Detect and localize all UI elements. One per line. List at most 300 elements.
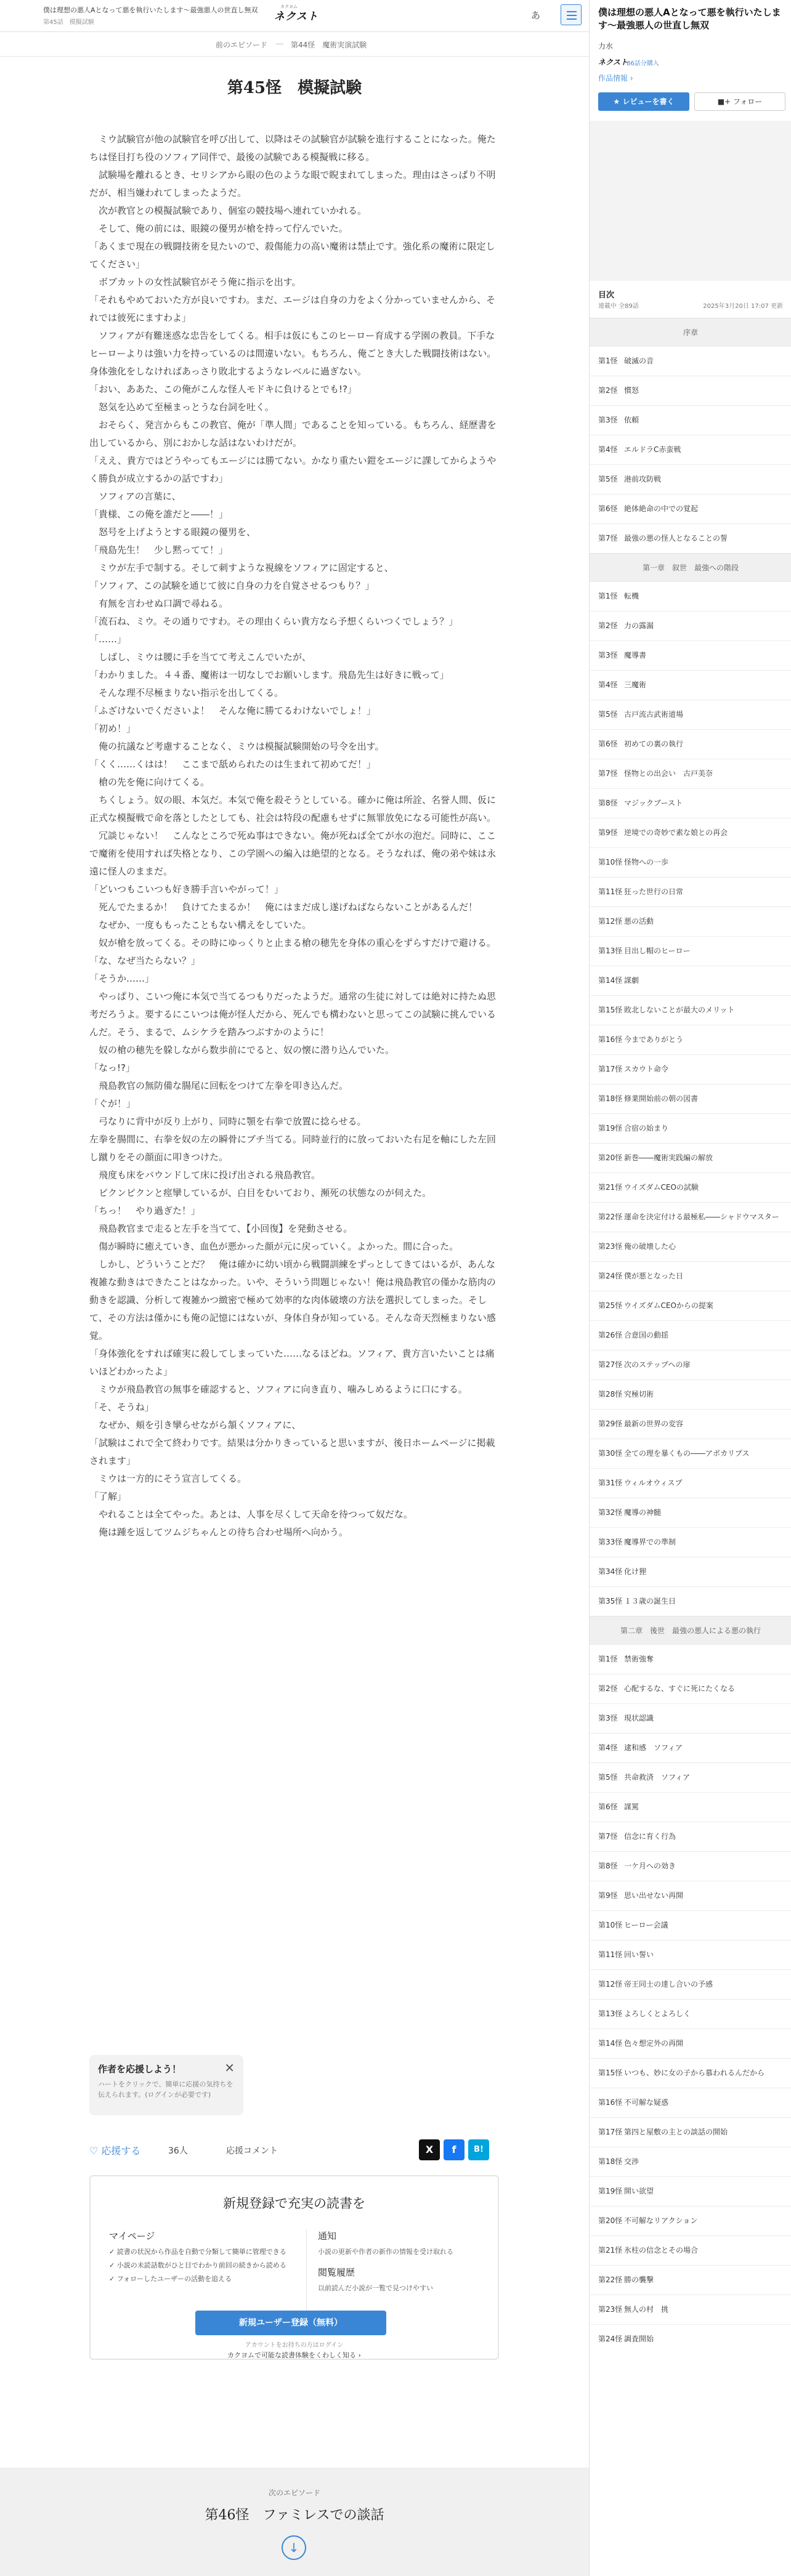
toc-episode-item[interactable]	[590, 1468, 791, 1498]
toc-episode-number: 第5怪	[598, 475, 618, 483]
current-episode-link[interactable]: 第44怪 魔術実演試験	[291, 41, 367, 49]
toc-episode-number: 第10怪	[598, 858, 623, 866]
menu-icon[interactable]	[561, 4, 582, 25]
toc-episode-number: 第1怪	[598, 1655, 618, 1663]
toc-episode-item[interactable]	[590, 1733, 791, 1762]
toc-episode-title: 怪物との出会い 古戸美奈	[624, 769, 713, 778]
body-paragraph: 弓なりに背中が反り上がり、同時に顎を右拳で放置に捻らせる。	[89, 1116, 367, 1127]
toc-episode-number: 第32怪	[598, 1508, 623, 1517]
toc-episode-title: 悪の活動	[624, 917, 654, 926]
x-share-icon[interactable]: X	[419, 2139, 440, 2160]
body-paragraph: ソフィアの言葉に、	[89, 491, 181, 502]
toc-episode-number: 第8怪	[598, 799, 618, 807]
toc-episode-item[interactable]	[590, 1999, 791, 2029]
toc-episode-title: 初めての裏の執行	[624, 740, 684, 748]
toc-episode-number: 第13怪	[598, 947, 623, 955]
toc-episode-number: 第29怪	[598, 1419, 623, 1428]
toc-updated: 2025年3月20日 17:07 更新	[703, 303, 783, 310]
episode-title: 第45怪 模擬試験	[227, 79, 362, 97]
toc-episode-title: 合意国の動揺	[624, 1331, 669, 1339]
toc-episode-number: 第24怪	[598, 2335, 623, 2343]
toc-episode-number: 第7怪	[598, 534, 618, 543]
body-paragraph: 飛島教官まで走ると左手を当てて、【小回復】を発動させる。	[89, 1223, 353, 1234]
toc-episode-title: 信念に育く行為	[624, 1832, 676, 1841]
toc-episode-title: 僕が悪となった日	[624, 1272, 684, 1280]
toc-episode-item[interactable]	[590, 2176, 791, 2206]
toc-episode-number: 第3怪	[598, 416, 618, 424]
toc-episode-item[interactable]	[590, 670, 791, 700]
toc-episode-item[interactable]	[590, 1498, 791, 1527]
next-episode-label: 次のエピソード	[268, 2489, 320, 2497]
signup-title: 新規登録で充実の読書を	[223, 2196, 365, 2211]
body-paragraph: ミウは一方的にそう宣言してくる。	[89, 1473, 247, 1484]
body-paragraph: 「ふざけないでくださいよ！ そんな俺に勝てるわけないでしょ！」	[89, 705, 376, 716]
toc-episode-item[interactable]	[590, 2117, 791, 2147]
toc-episode-number: 第6怪	[598, 740, 618, 748]
toc-episode-item[interactable]	[590, 1379, 791, 1409]
toc-episode-title: いつも、妙に女の子から慕われるんだから	[624, 2069, 765, 2077]
toc-episode-number: 第35怪	[598, 1597, 623, 1605]
body-paragraph: 怒気を込めて至極まっとうな台詞を吐く。	[89, 402, 274, 413]
next-episode-title[interactable]: 第46怪 ファミレスでの談話	[205, 2508, 384, 2523]
toc-episode-number: 第23怪	[598, 2305, 623, 2314]
cheer-button[interactable]: ♡ 応援する	[89, 2145, 141, 2157]
toc-episode-number: 第15怪	[598, 1006, 623, 1014]
toc-episode-number: 第5怪	[598, 710, 618, 719]
toc-episode-number: 第6怪	[598, 504, 618, 513]
toc-episode-item[interactable]	[590, 1762, 791, 1792]
body-paragraph: そんな理不尽極まりない指示を出してくる。	[89, 687, 284, 698]
body-paragraph: 左拳を腸間に、右拳を奴の左の瞬骨にブチ当てる。同時並行的に放っておいた右足を軸にした左回し蹴りをその顔面に叩きつけた。	[89, 1134, 497, 1163]
body-paragraph: 「な、なぜ当たらない？」	[89, 955, 201, 966]
toc-episode-title: 共命救済 ソフィア	[624, 1773, 691, 1782]
toc-episode-number: 第2怪	[598, 1684, 618, 1693]
toc-episode-title: 修業開始前の朝の図書	[624, 1094, 699, 1103]
toc-episode-item[interactable]	[590, 1113, 791, 1143]
toc-episode-number: 第7怪	[598, 1832, 618, 1841]
toc-episode-number: 第4怪	[598, 680, 618, 689]
toc-episode-title: 俺の破壊した心	[624, 1242, 676, 1251]
toc-episode-number: 第1怪	[598, 357, 618, 365]
toc-episode-title: 依頼	[624, 416, 639, 424]
body-paragraph: 試験場を離れるとき、セリシアから眼の色のような眼で睨まれてしまった。理由はさっぱり不明だが、相当嫌われてしまったようだ。	[89, 169, 496, 198]
toc-episode-title: 新巻――魔術実践編の解放	[624, 1153, 713, 1162]
toc-episode-item[interactable]	[590, 1586, 791, 1616]
toc-episode-title: 氷柱の信念とその場合	[624, 2246, 699, 2255]
support-card	[89, 2055, 243, 2115]
toc-episode-number: 第21怪	[598, 1183, 623, 1192]
body-paragraph: 冗談じゃない！ こんなところで死ぬ事はできない。俺が死ねば全てが水の泡だ。同時に、ここで魔術を使用すれば失格となり、この学園への編入は絶望的となる。そうなれば、俺の弟や妹は永遠に怪人のままだ。	[89, 830, 497, 877]
toc-episode-item[interactable]	[590, 1439, 791, 1468]
toc-episode-number: 第4怪	[598, 1743, 618, 1752]
body-paragraph: 「くく……くはは！ ここまで舐められたのは生まれて初めてだ！」	[89, 759, 376, 770]
body-paragraph: おそらく、発言からもこの教官、俺が「準人間」であることを知っている。もちろん、経歴書を出しているから、別におかしな話はないわけだが。	[89, 419, 497, 448]
toc-episode-number: 第22怪	[598, 1213, 623, 1221]
prev-episode-link[interactable]: 前のエピソード	[216, 41, 268, 49]
toc-episode-number: 第30怪	[598, 1449, 623, 1458]
toc-episode-number: 第19怪	[598, 1124, 623, 1133]
body-paragraph: 「わかりました。４４番、魔術は一切なしでお願いします。飛島先生は好きに戦って」	[89, 669, 449, 680]
toc-episode-item[interactable]	[590, 700, 791, 729]
toc-episode-title: 狂った世行の日常	[624, 887, 684, 896]
toc-episode-number: 第8怪	[598, 1862, 618, 1870]
mypage-item: ✓ 小説の未読話数がひと目でわかり前回の続きから読める	[109, 2261, 286, 2269]
toc-episode-title: １３歳の誕生日	[624, 1597, 676, 1605]
toc-episode-title: 慣怒	[624, 386, 639, 395]
toc-episode-title: 逆境での奇妙で素な娘との再会	[624, 828, 728, 837]
toc-episode-number: 第11怪	[598, 887, 623, 896]
toc-episode-item[interactable]	[590, 2029, 791, 2058]
toc-episode-number: 第14怪	[598, 976, 623, 985]
toc-episode-item[interactable]	[590, 1674, 791, 1703]
toc-episode-item[interactable]	[590, 2147, 791, 2176]
toc-episode-title: 思い出せない再開	[624, 1891, 684, 1900]
close-icon[interactable]: ×	[224, 2060, 235, 2075]
toc-episode-number: 第3怪	[598, 651, 618, 660]
body-paragraph: 有無を言わせぬ口調で尋ねる。	[89, 598, 229, 609]
toc-episode-item[interactable]	[590, 1025, 791, 1054]
review-button[interactable]: ★ レビューを書く	[598, 92, 689, 111]
toc-episode-number: 第13怪	[598, 2009, 623, 2018]
body-paragraph: 「初め！」	[89, 723, 136, 734]
body-paragraph: 「ぐが！」	[89, 1098, 136, 1109]
nav-separator: ―	[276, 39, 283, 48]
toc-episode-title: ウイズダムCEOの試験	[624, 1183, 699, 1192]
body-paragraph: なぜか、一度ももったこともない構えをしていた。	[89, 919, 312, 931]
top-header	[0, 0, 589, 32]
toc-episode-item[interactable]	[590, 966, 791, 995]
toc-episode-number: 第19怪	[598, 2187, 623, 2195]
toc-episode-item[interactable]	[590, 2088, 791, 2117]
toc-episode-item[interactable]	[590, 494, 791, 523]
toc-episode-item[interactable]	[590, 2324, 791, 2354]
toc-episode-item[interactable]	[590, 1143, 791, 1173]
toc-episode-item[interactable]	[590, 2235, 791, 2265]
body-paragraph: 俺の抗議など考慮することなく、ミウは模擬試験開始の号令を出す。	[89, 741, 384, 752]
reaction-bar	[89, 2138, 499, 2163]
toc-episode-number: 第15怪	[598, 2069, 623, 2077]
toc-heading: 目次	[598, 291, 615, 300]
toc-episode-title: 無人の村 挑	[624, 2305, 669, 2314]
toc-episode-title: 今までありがとう	[624, 1035, 684, 1044]
toc-episode-item[interactable]	[590, 611, 791, 640]
toc-episode-item[interactable]	[590, 1792, 791, 1822]
toc-episode-item[interactable]	[590, 1851, 791, 1881]
toc-episode-number: 第6怪	[598, 1803, 618, 1811]
body-paragraph: 「……」	[89, 634, 127, 645]
toc-episode-item[interactable]	[590, 1350, 791, 1379]
toc-episode-title: 禁術強奪	[624, 1655, 654, 1663]
comment-button[interactable]: 応援コメント	[226, 2146, 278, 2156]
toc-episode-item[interactable]	[590, 435, 791, 464]
body-paragraph: 「どいつもこいつも好き勝手言いやがって！」	[89, 884, 284, 895]
toc-episode-number: 第12怪	[598, 1980, 623, 1989]
body-paragraph: ミウ試験官が他の試験官を呼び出して、以降はその試験官が試験を進行することになった。俺たちは怪目打ち役のソフィア同伴で、最後の試験である模擬戦に移る。	[89, 134, 496, 163]
body-paragraph: 「ちっ！ やり過ぎた！」	[89, 1205, 201, 1216]
toc-episode-item[interactable]	[590, 2206, 791, 2235]
toc-episode-number: 第24怪	[598, 1272, 623, 1280]
toc-status: 連載中 全89話	[598, 303, 639, 310]
toc-episode-item[interactable]	[590, 1291, 791, 1320]
body-paragraph: ミウが左手で制する。そして刺すような視線をソフィアに固定すると、	[89, 562, 394, 573]
toc-episode-number: 第22怪	[598, 2275, 623, 2284]
toc-episode-item[interactable]	[590, 847, 791, 877]
body-paragraph: 奴の槍の穂先を躱しながら数歩前にでると、奴の懐に潜り込んでいた。	[89, 1044, 395, 1056]
toc-episode-number: 第20怪	[598, 2216, 623, 2225]
toc-episode-title: 力の露漏	[624, 621, 654, 630]
facebook-share-icon[interactable]: f	[444, 2139, 464, 2160]
toc-episode-item[interactable]	[590, 640, 791, 670]
toc-episode-number: 第14怪	[598, 2039, 623, 2048]
toc-episode-title: よろしくとよろしく	[624, 2009, 691, 2018]
body-paragraph: ミウが飛島教官の無事を確認すると、ソフィアに向き直り、噛みしめるように口にする。	[89, 1384, 468, 1395]
toc-episode-number: 第9怪	[598, 828, 618, 837]
toc-episode-title: 謀劇	[624, 976, 639, 985]
hatena-share-icon[interactable]: B!	[468, 2139, 489, 2160]
body-paragraph: 「了解」	[89, 1491, 127, 1502]
toc-episode-item[interactable]	[590, 995, 791, 1025]
toc-episode-item[interactable]	[590, 1940, 791, 1969]
next-episode-area	[0, 2468, 589, 2576]
body-paragraph: 飛島教官の無防備な腸尾に回転をつけて左拳を叩き込んだ。	[89, 1080, 349, 1091]
toc-episode-item[interactable]	[590, 346, 791, 376]
sidebar-logo: ネクスト	[598, 58, 628, 67]
toc-episode-title: ウィルオウィスプ	[624, 1479, 683, 1487]
toc-meta	[598, 301, 783, 310]
toc-episode-title: 魔導界での準制	[624, 1538, 676, 1546]
sidebar	[589, 0, 791, 2576]
toc-episode-title: 回い誓い	[624, 1950, 654, 1959]
toc-episode-number: 第18怪	[598, 2157, 623, 2166]
toc-episode-item[interactable]	[590, 1054, 791, 1084]
mypage-heading: マイページ	[109, 2231, 155, 2242]
toc-episode-title: 古戸流古武術道場	[624, 710, 684, 719]
arrow-down-icon[interactable]: ↓	[282, 2535, 306, 2560]
toc-episode-number: 第34怪	[598, 1567, 623, 1576]
toc-episode-item[interactable]	[590, 877, 791, 906]
body-paragraph: 「身体強化をすれば確実に殺してしまっていた……なるほどね。ソフィア、貴方言いたいことは痛いほどわかったよ」	[89, 1348, 495, 1377]
body-paragraph: 死んでたまるか！ 負けてたまるか！ 俺にはまだ成し遂げねばならないことがあるんだ！	[89, 902, 478, 913]
toc-episode-title: 色々想定外の再開	[624, 2039, 684, 2048]
body-paragraph: ボブカットの女性試験官がそう俺に指示を出す。	[89, 277, 301, 288]
body-paragraph: やれることは全てやった。あとは、人事を尽くして天命を待つって奴だな。	[89, 1509, 413, 1520]
toc-episode-item[interactable]	[590, 1557, 791, 1586]
toc-episode-number: 第27怪	[598, 1360, 623, 1369]
toc-episode-title: エルドラC赤蛮戦	[624, 445, 681, 454]
toc-episode-item[interactable]	[590, 523, 791, 553]
table-of-contents	[590, 318, 791, 2354]
body-paragraph: 「ええ、貴方ではどうやってもエージには勝てない。かなり重たい鎧をエージに課してからようやく勝負が成立するかの話ですわ」	[89, 455, 497, 484]
body-paragraph: 傷が瞬時に癒えていき、血色が悪かった顔が元に戻っていく。よかった。間に合った。	[89, 1241, 459, 1252]
toc-episode-title: 敗北しないことが最大のメリット	[624, 1006, 735, 1014]
toc-episode-item[interactable]	[590, 376, 791, 405]
font-size-button[interactable]: あ	[531, 10, 541, 21]
toc-episode-item[interactable]	[590, 464, 791, 494]
header-title-block[interactable]	[43, 5, 265, 26]
toc-episode-title: 現状認識	[624, 1714, 654, 1722]
learn-more-link[interactable]: カクヨムで可能な読書体験をくわしく知る ›	[227, 2351, 361, 2359]
toc-episode-title: スカウト命令	[624, 1065, 669, 1073]
toc-episode-title: 魔導の神髄	[624, 1508, 662, 1517]
toc-episode-number: 第18怪	[598, 1094, 623, 1103]
site-logo[interactable]: ネクスト	[274, 10, 318, 23]
toc-episode-title: 勝の襲撃	[624, 2275, 654, 2284]
toc-episode-item[interactable]	[590, 1202, 791, 1232]
toc-episode-title: ヒーロー会議	[624, 1921, 668, 1929]
toc-episode-number: 第11怪	[598, 1950, 623, 1959]
toc-episode-number: 第2怪	[598, 386, 618, 395]
body-paragraph: 「それもやめておいた方が良いですわ。まだ、エージは自身の力をよく分かっていませんから、それでは彼死にますわよ」	[89, 294, 496, 323]
toc-episode-item[interactable]	[590, 936, 791, 966]
toc-episode-number: 第33怪	[598, 1538, 623, 1546]
toc-episode-title: 開い欲望	[624, 2187, 654, 2195]
toc-episode-title: 究極切術	[624, 1390, 654, 1399]
toc-episode-title: 不可解な疑惑	[624, 2098, 669, 2107]
mypage-column	[109, 2229, 300, 2288]
toc-episode-item[interactable]	[590, 405, 791, 435]
toc-episode-title: 一ケ月への効き	[624, 1862, 676, 1870]
toc-episode-title: 全ての理を暴くもの――アポカリプス	[624, 1449, 750, 1458]
body-paragraph: 「ソフィア、この試験を通じて彼に自身の力を自覚させるつもり？」	[89, 580, 375, 591]
work-info-link[interactable]: 作品情報 ›	[598, 74, 633, 83]
toc-episode-item[interactable]	[590, 1527, 791, 1557]
toc-episode-item[interactable]	[590, 1232, 791, 1261]
toc-episode-title: 逮和感 ソフィア	[624, 1743, 683, 1752]
author-name[interactable]: 力水	[598, 42, 614, 50]
toc-episode-title: 最新の世界の変容	[624, 1419, 684, 1428]
toc-episode-item[interactable]	[590, 1644, 791, 1674]
toc-episode-title: 不可解なリアクション	[624, 2216, 698, 2225]
toc-episode-item[interactable]	[590, 1320, 791, 1350]
toc-episode-number: 第7怪	[598, 769, 618, 778]
toc-episode-title: 第四と屋敷の主との談話の開始	[624, 2128, 728, 2136]
toc-chapter-heading: 序章	[590, 318, 791, 346]
toc-episode-number: 第12怪	[598, 917, 623, 926]
toc-episode-item[interactable]	[590, 1409, 791, 1439]
body-paragraph: そして、俺の前には、眼鏡の優男が槍を持って佇んでいた。	[89, 223, 348, 234]
toc-episode-title: 次のステップへの扉	[624, 1360, 691, 1369]
sidebar-story-title[interactable]: 僕は理想の悪人Aとなって悪を執行いたします〜最強悪人の世直し無双	[598, 7, 781, 31]
signup-panel	[89, 2175, 499, 2360]
body-paragraph: やっぱり、こいつ俺に本気で当てるつもりだったようだ。通常の生徒に対しては絶対に持たぬ思考だろうよ。要するにこいつは俺が怪人だから、死んでも構わないと思ってこの試験に挑んでいるんだ。そう、まるで、ムシケラを踏みつぶすかのように！	[89, 991, 497, 1038]
toc-episode-title: 合宿の始まり	[624, 1124, 669, 1133]
toc-episode-item[interactable]	[590, 906, 791, 936]
toc-episode-number: 第31怪	[598, 1479, 623, 1487]
body-paragraph: しかし、どういうことだ？ 俺は確かに幼い頃から戦闘訓練をずっとしてきてはいるが、あんな複雑な動きはできたことはなかった。いや、そういう問題じゃない！俺は飛島教官の僅かな筋肉の動きを認識、分析して複雑かつ緻密で極めて効率的な肉体破壊の方法を選択してしまった。そして、その方法は僅かにも俺の記憶にはないが、身体自身が知っている。そんな奇天烈極まりない感覚。	[89, 1259, 496, 1341]
body-paragraph: 「貴様、この俺を誰だと――！」	[89, 509, 229, 520]
follow-button[interactable]: ■+ フォロー	[694, 92, 785, 111]
body-paragraph: ピクンピクンと痙攣しているが、白目をむいており、瀕死の状態なのが伺えた。	[89, 1187, 432, 1198]
toc-episode-number: 第17怪	[598, 2128, 623, 2136]
register-button[interactable]: 新規ユーザー登録（無料）	[195, 2311, 386, 2335]
toc-episode-item[interactable]	[590, 759, 791, 788]
body-paragraph: 「試験はこれで全て終わりです。結果は分かりきっていると思いますが、後日ホームページに掲載されます」	[89, 1437, 495, 1466]
body-paragraph: 「あくまで現在の戦闘技術を見たいので、殺傷能力の高い魔術は禁止です。強化系の魔術に限定してください」	[89, 241, 495, 270]
toc-episode-title: 交渉	[624, 2157, 639, 2166]
toc-episode-number: 第3怪	[598, 1714, 618, 1722]
toc-episode-title: ウイズダムCEOからの提案	[624, 1301, 713, 1310]
toc-episode-number: 第16怪	[598, 2098, 623, 2107]
body-paragraph: 「そ、そうね」	[89, 1402, 154, 1413]
body-paragraph: 「なっ!?」	[89, 1062, 135, 1073]
toc-episode-title: 運命を決定付ける最極私――シャドウマスター	[624, 1213, 779, 1221]
toc-episode-title: マジックブースト	[624, 799, 683, 807]
story-title[interactable]: 僕は理想の悪人Aとなって悪を執行いたします〜最強悪人の世直し無双	[43, 6, 258, 14]
toc-episode-item[interactable]	[590, 581, 791, 611]
main-content	[0, 57, 589, 2468]
toc-episode-number: 第23怪	[598, 1242, 623, 1251]
notify-heading: 通知	[318, 2231, 337, 2242]
notify-description: 小説の更新や作者の新作の情報を受け取れる	[318, 2248, 453, 2256]
sidebar-spacer	[590, 121, 791, 281]
toc-episode-number: 第25怪	[598, 1301, 623, 1310]
toc-episode-item[interactable]	[590, 729, 791, 759]
toc-episode-item[interactable]	[590, 2295, 791, 2324]
toc-episode-number: 第9怪	[598, 1891, 618, 1900]
mypage-item: ✓ フォローしたユーザーの活動を追える	[109, 2275, 232, 2283]
toc-episode-item[interactable]	[590, 788, 791, 818]
toc-episode-number: 第20怪	[598, 1153, 623, 1162]
body-paragraph: 「おい、ああた、この俺がこんな怪人モドキに負けるとでも!?」	[89, 384, 357, 395]
toc-episode-item[interactable]	[590, 1261, 791, 1291]
body-paragraph: 怒号を上げようとする眼鏡の優男を、	[89, 527, 256, 538]
toc-episode-title: 怪物への一歩	[624, 858, 669, 866]
toc-episode-number: 第16怪	[598, 1035, 623, 1044]
toc-episode-item[interactable]	[590, 2265, 791, 2295]
toc-episode-item[interactable]	[590, 2058, 791, 2088]
toc-episode-item[interactable]	[590, 1173, 791, 1202]
toc-episode-number: 第21怪	[598, 2246, 623, 2255]
toc-chapter-heading: 第二章 後世 最強の悪人による悪の執行	[590, 1616, 791, 1644]
toc-episode-item[interactable]	[590, 818, 791, 847]
toc-episode-title: 謀罵	[624, 1803, 639, 1811]
toc-episode-item[interactable]	[590, 1910, 791, 1940]
history-heading: 閲覧履歴	[318, 2267, 355, 2278]
toc-episode-number: 第2怪	[598, 621, 618, 630]
toc-episode-item[interactable]	[590, 1969, 791, 1999]
toc-episode-number: 第1怪	[598, 592, 618, 600]
toc-episode-title: 調査開始	[624, 2335, 654, 2343]
toc-episode-title: 破滅の音	[624, 357, 654, 365]
login-link[interactable]: アカウントをお持ちの方はログイン	[245, 2342, 344, 2349]
episode-nav	[0, 32, 589, 57]
purchase-count: 86話分購入	[627, 60, 659, 67]
body-paragraph: 飛度も床をバウンドして床に投げ出される飛島教官。	[89, 1169, 321, 1181]
toc-episode-title: 魔導書	[624, 651, 647, 660]
toc-chapter-heading: 第一章 叙世 最強への階段	[590, 553, 791, 581]
toc-episode-item[interactable]	[590, 1084, 791, 1113]
body-paragraph: なぜか、頬を引き攣らせながら頷くソフィアに、	[89, 1419, 301, 1431]
cheer-count[interactable]: 36人	[168, 2146, 188, 2156]
mypage-item: ✓ 読書の状況から作品を自動で分類して簡単に管理できる	[109, 2248, 286, 2256]
notify-column	[306, 2229, 479, 2319]
toc-episode-item[interactable]	[590, 1703, 791, 1733]
body-paragraph: 俺は踵を返してツムジちゃんとの待ち合わせ場所へ向かう。	[89, 1527, 348, 1538]
support-description: ハートをクリックで、簡単に応援の気持ちを伝えられます。(ログインが必要です)	[98, 2080, 233, 2099]
toc-episode-item[interactable]	[590, 1822, 791, 1851]
body-paragraph: ちくしょう。奴の眼、本気だ。本気で俺を殺そうとしている。確かに俺は所詮、名誉人間、仮に正式な模擬戦で命を落としたとしても、社会は特段の配慮もせずに無罪放免になる可能性が高い。	[89, 794, 497, 823]
toc-episode-number: 第17怪	[598, 1065, 623, 1073]
support-title: 作者を応援しよう！	[98, 2064, 182, 2075]
body-paragraph: 奴が槍を放ってくる。その時にゆっくりと止まる槍の穂先を身体の重心をずらすだけで避ける。	[89, 937, 496, 948]
toc-episode-title: 帝王同士の達し合いの予感	[624, 1980, 713, 1989]
toc-episode-number: 第28怪	[598, 1390, 623, 1399]
body-paragraph: 「流石ね、ミウ。その通りですわ。その理由くらい貴方なら予想くらいつくでしょう？」	[89, 616, 458, 627]
toc-episode-item[interactable]	[590, 1881, 791, 1910]
toc-episode-title: 目出し帽のヒーロー	[624, 947, 691, 955]
site-logo-small: カクヨム	[280, 4, 298, 9]
toc-episode-title: 化け狸	[624, 1567, 647, 1576]
